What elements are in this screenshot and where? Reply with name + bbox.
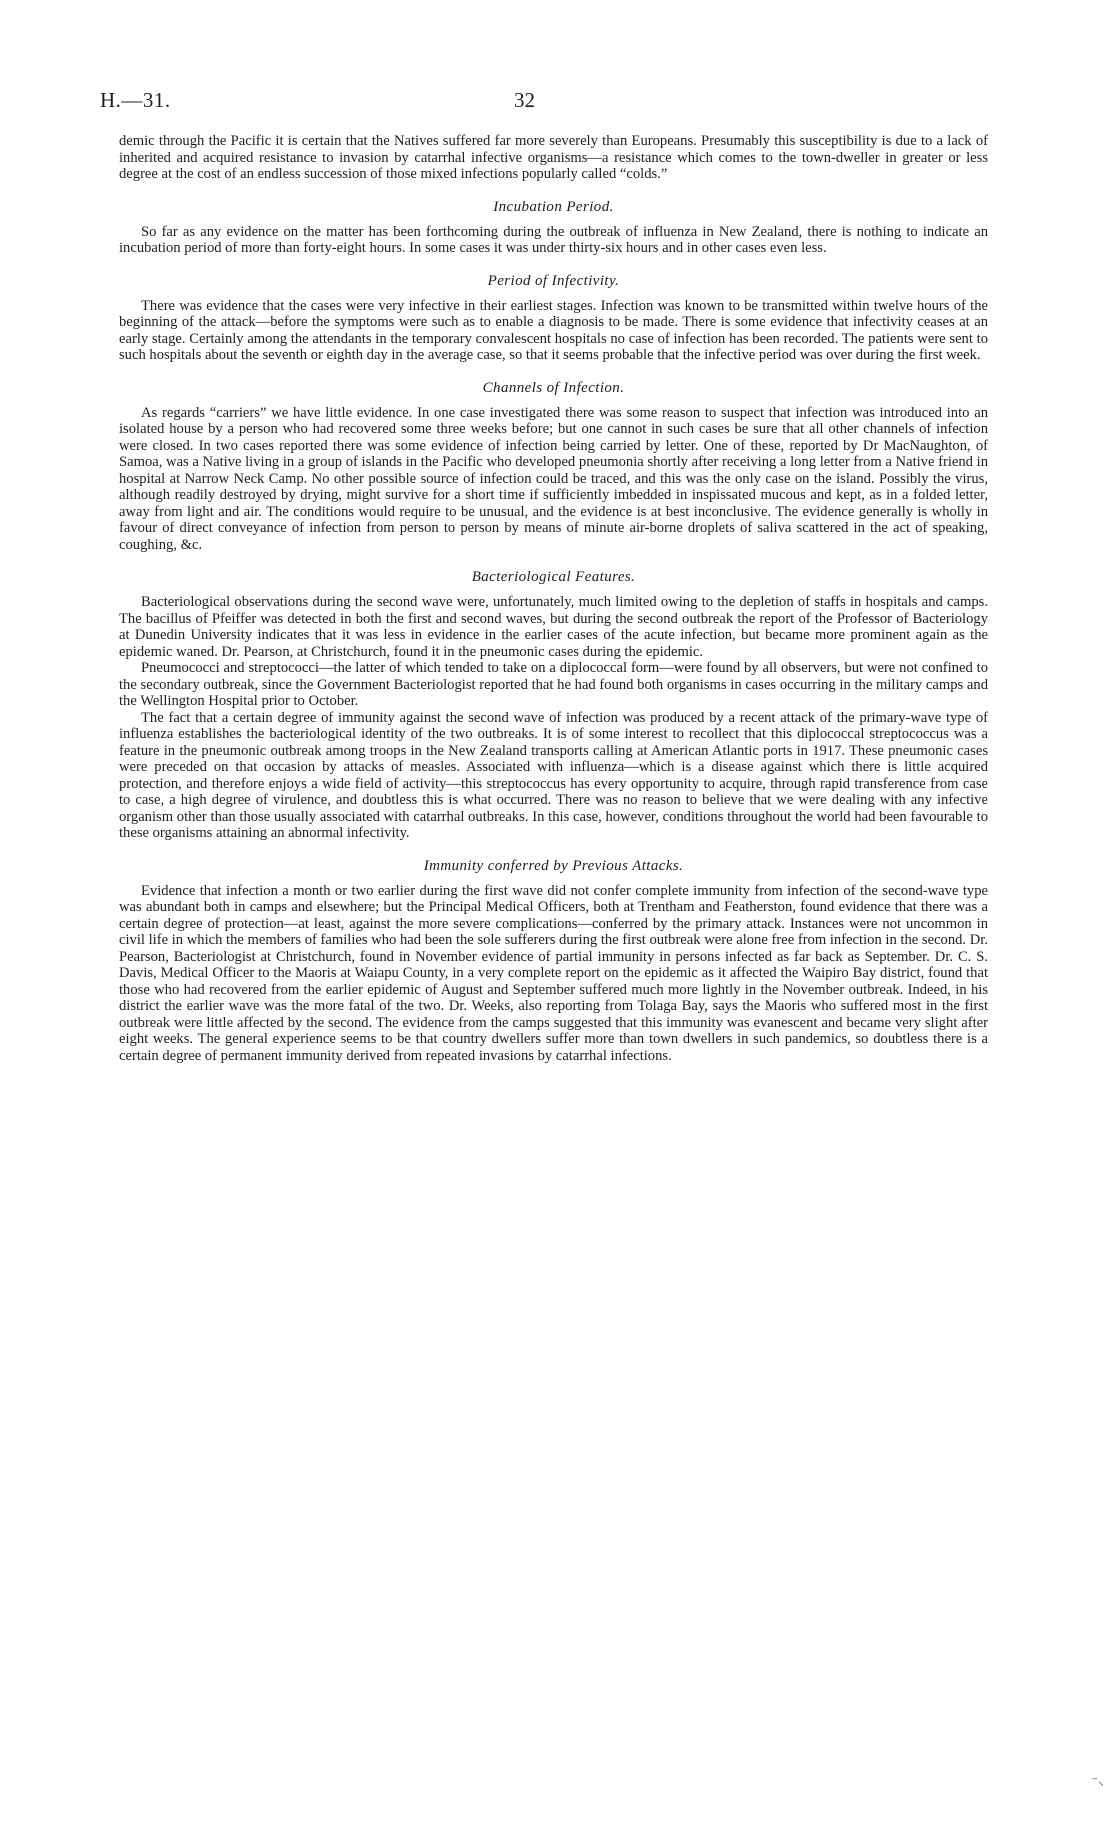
paragraph: There was evidence that the cases were very infective in their earliest stages. Infection was known to be transmitted within twelve hours of the beginning of the attack—before the symptoms were such as to enable a diagnosis to be made. There is some evidence that infectivity ceases at an early stage. Certainly among the attendants in the temporary convalescent hospitals no case of infection has been recorded. The patients were sent to such hospitals about the seventh or eighth day in the average case, so that it seems probable that the infective period was over during the first week. xyxy=(119,297,988,363)
document-code: H.—31. xyxy=(100,88,171,112)
corner-mark: ⁻⸜ xyxy=(1091,1774,1104,1788)
section-period-of-infectivity xyxy=(119,273,988,364)
section-channels-of-infection xyxy=(119,380,988,554)
document-body xyxy=(119,133,988,1064)
intro-paragraph: demic through the Pacific it is certain that the Natives suffered far more severely than Europeans. Presumably this susceptibility is due to a lack of inherited and acquired resistance to invasion by catarrhal infective organisms—a resistance which comes to the town-dweller in greater or less degree at the cost of an endless succession of those mixed infections popularly called “colds.” xyxy=(119,133,988,182)
paragraph: Evidence that infection a month or two earlier during the first wave did not confer complete immunity from infection of the second-wave type was abundant both in camps and elsewhere; but the Principal Medical Officers, both at Trentham and Featherston, found evidence that there was a certain degree of protection—at least, against the more severe complications—conferred by the primary attack. Instances were not uncommon in civil life in which the members of families who had been the sole sufferers during the first outbreak were alone free from infection in the second. Dr. Pearson, Bacteriologist at Christchurch, found in November evidence of partial immunity in persons infected as far back as September. Dr. C. S. Davis, Medical Officer to the Maoris at Waiapu County, in a very complete report on the epidemic as it affected the Waipiro Bay district, found that those who had recovered from the earlier epidemic of August and September suffered much more lightly in the November outbreak. Indeed, in his district the earlier wave was the more fatal of the two. Dr. Weeks, also reporting from Tolaga Bay, says the Maoris who suffered most in the first outbreak were little affected by the second. The evidence from the camps suggested that this immunity was evanescent and became very slight after eight weeks. The general experience seems to be that country dwellers suffer more than town dwellers in such pandemics, so doubtless there is a certain degree of permanent immunity derived from repeated invasions by catarrhal infections. xyxy=(119,882,988,1064)
section-incubation-period xyxy=(119,199,988,257)
section-heading: Incubation Period. xyxy=(493,198,614,215)
paragraph: The fact that a certain degree of immunity against the second wave of infection was produced by a recent attack of the primary-wave type of influenza establishes the bacteriological identity of the two outbreaks. It is of some interest to recollect that this diplococcal streptococcus was a feature in the pneumonic outbreak among troops in the New Zealand transports calling at American Atlantic ports in 1917. These pneumonic cases were preceded on that occasion by attacks of measles. Associated with influenza—which is a disease against which there is little acquired protection, and therefore enjoys a wide field of activity—this streptococcus has every opportunity to acquire, through rapid transference from case to case, a high degree of virulence, and doubtless this is what occurred. There was no reason to believe that we were dealing with any infective organism other than those usually associated with catarrhal outbreaks. In this case, however, conditions throughout the world had been favourable to these organisms attaining an abnormal infectivity. xyxy=(119,709,988,841)
section-heading: Period of Infectivity. xyxy=(487,272,620,289)
page-header xyxy=(100,88,990,118)
section-bacteriological-features xyxy=(119,569,988,842)
paragraph: Pneumococci and streptococci—the latter of which tended to take on a diplococcal form—were found by all observers, but were not confined to the secondary outbreak, since the Government Bacteriologist reported that he had found both organisms in cases occurring in the military camps and the Wellington Hospital prior to October. xyxy=(119,660,988,709)
section-heading: Channels of Infection. xyxy=(482,379,625,396)
page-number: 32 xyxy=(514,88,535,112)
paragraph: As regards “carriers” we have little evidence. In one case investigated there was some reason to suspect that infection was introduced into an isolated house by a person who had recovered some three weeks before; but one cannot in such cases be sure that all other channels of infection were closed. In two cases reported there was some evidence of infection being carried by letter. One of these, reported by Dr MacNaughton, of Samoa, was a Native living in a group of islands in the Pacific who developed pneumonia shortly after receiving a long letter from a Native friend in hospital at Narrow Neck Camp. No other possible source of infection could be traced, and this was the only case on the island. Possibly the virus, although readily destroyed by drying, might survive for a short time if sufficiently imbedded in inspissated mucous and kept, as in a folded letter, away from light and air. The conditions would require to be unusual, and the evidence is at best inconclusive. The evidence generally is wholly in favour of direct conveyance of infection from person to person by means of minute air-borne droplets of saliva scattered in the act of speaking, coughing, &c. xyxy=(119,404,988,553)
paragraph: Bacteriological observations during the second wave were, unfortunately, much limited owing to the depletion of staffs in hospitals and camps. The bacillus of Pfeiffer was detected in both the first and second waves, but during the second outbreak the report of the Professor of Bacteriology at Dunedin University indicates that it was less in evidence in the earlier cases of the acute infection, but became more prominent again as the epidemic waned. Dr. Pearson, at Christchurch, found it in the pneumonic cases during the epidemic. xyxy=(119,594,988,660)
section-immunity-previous-attacks xyxy=(119,858,988,1065)
section-heading: Immunity conferred by Previous Attacks. xyxy=(423,857,684,874)
paragraph: So far as any evidence on the matter has been forthcoming during the outbreak of influenza in New Zealand, there is nothing to indicate an incubation period of more than forty-eight hours. In some cases it was under thirty-six hours and in other cases even less. xyxy=(119,223,988,256)
section-heading: Bacteriological Features. xyxy=(471,569,636,585)
